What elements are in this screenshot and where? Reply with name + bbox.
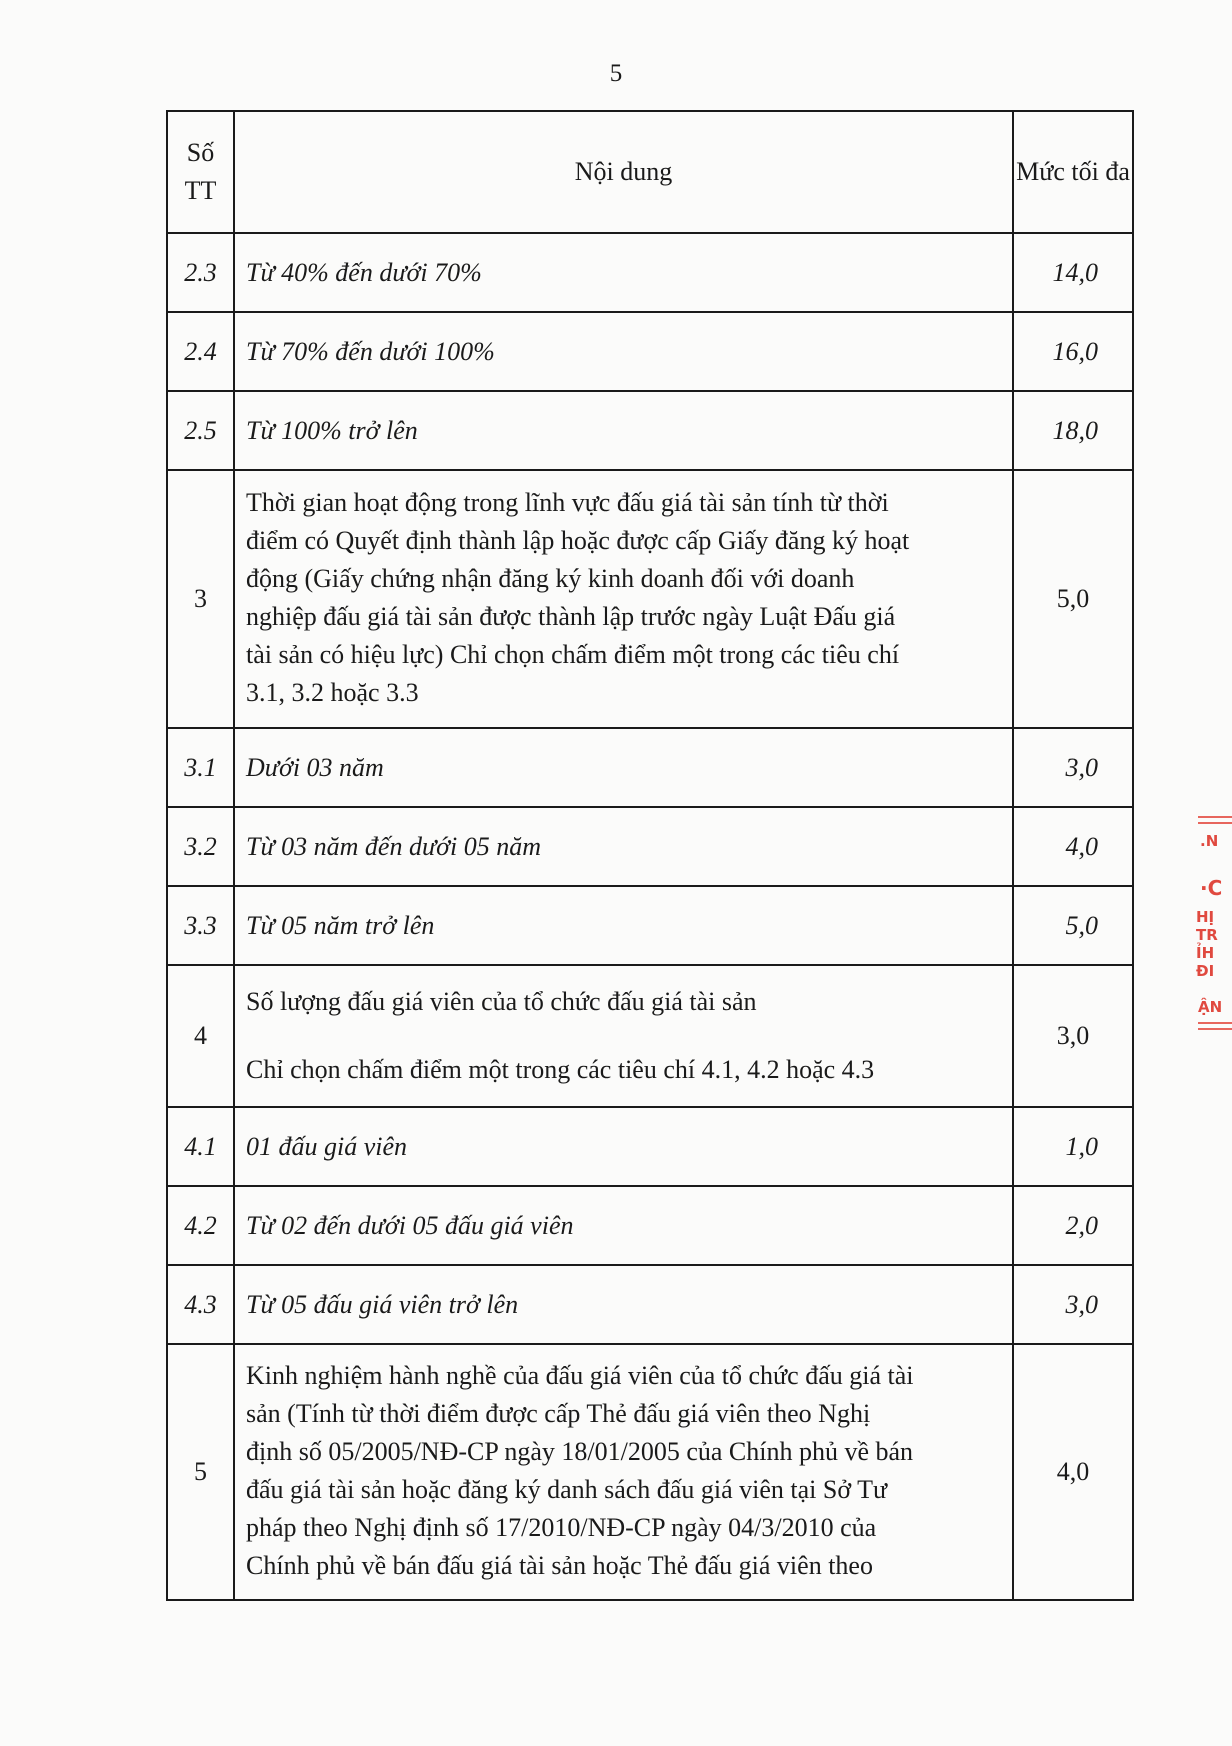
row-content: Dưới 03 năm <box>234 728 1013 807</box>
stamp-line <box>1198 822 1232 824</box>
stamp-text: HỊ TR <box>1196 908 1218 944</box>
page-number: 5 <box>609 60 623 87</box>
stamp-line <box>1198 1022 1232 1024</box>
row-max-score: 18,0 <box>1013 391 1133 470</box>
table-row <box>167 312 1133 391</box>
header-max: Mức tối đa <box>1013 111 1133 233</box>
row-max-score: 4,0 <box>1013 807 1133 886</box>
table-header-row <box>167 111 1133 233</box>
table-row <box>167 1107 1133 1186</box>
row-content: Từ 02 đến dưới 05 đấu giá viên <box>234 1186 1013 1265</box>
row-content: Từ 05 đấu giá viên trở lên <box>234 1265 1013 1344</box>
row-content <box>234 470 1013 728</box>
content-line: Chỉ chọn chấm điểm một trong các tiêu chí 4.1, 4.2 hoặc 4.3 <box>246 1055 875 1084</box>
stamp-line <box>1198 1028 1232 1030</box>
header-no: Số TT <box>167 111 234 233</box>
row-content: Từ 40% đến dưới 70% <box>234 233 1013 312</box>
row-max-score: 5,0 <box>1013 470 1133 728</box>
content-line: Kinh nghiệm hành nghề của đấu giá viên của tổ chức đấu giá tài <box>246 1361 914 1390</box>
header-content: Nội dung <box>234 111 1013 233</box>
row-number: 3.1 <box>167 728 234 807</box>
table-row <box>167 391 1133 470</box>
row-max-score: 2,0 <box>1013 1186 1133 1265</box>
row-number: 4.1 <box>167 1107 234 1186</box>
stamp-line <box>1198 816 1232 818</box>
content-line: pháp theo Nghị định số 17/2010/NĐ-CP ngày 04/3/2010 của <box>246 1513 877 1542</box>
content-line: điểm có Quyết định thành lập hoặc được cấp Giấy đăng ký hoạt <box>246 526 910 555</box>
row-max-score: 3,0 <box>1013 1265 1133 1344</box>
table-row <box>167 965 1133 1107</box>
row-number: 3 <box>167 470 234 728</box>
table-row <box>167 886 1133 965</box>
row-content <box>234 965 1013 1107</box>
content-line: đấu giá tài sản hoặc đăng ký danh sách đấu giá viên tại Sở Tư <box>246 1475 888 1504</box>
table-row <box>167 807 1133 886</box>
row-number: 5 <box>167 1344 234 1600</box>
content-line: Chính phủ về bán đấu giá tài sản hoặc Thẻ đấu giá viên theo <box>246 1551 873 1580</box>
table-row <box>167 728 1133 807</box>
content-line: tài sản có hiệu lực) Chỉ chọn chấm điểm một trong các tiêu chí <box>246 640 900 669</box>
row-number: 2.4 <box>167 312 234 391</box>
row-max-score: 4,0 <box>1013 1344 1133 1600</box>
row-number: 2.3 <box>167 233 234 312</box>
row-max-score: 5,0 <box>1013 886 1133 965</box>
row-content: Từ 70% đến dưới 100% <box>234 312 1013 391</box>
line-gap <box>246 1021 1002 1051</box>
row-max-score: 1,0 <box>1013 1107 1133 1186</box>
stamp-text: .N <box>1200 832 1219 850</box>
content-line: 3.1, 3.2 hoặc 3.3 <box>246 678 419 707</box>
row-max-score: 16,0 <box>1013 312 1133 391</box>
content-line: Thời gian hoạt động trong lĩnh vực đấu giá tài sản tính từ thời <box>246 488 889 517</box>
stamp-text: ẬN <box>1198 998 1223 1016</box>
scoring-criteria-table <box>166 110 1134 1601</box>
row-content: Từ 05 năm trở lên <box>234 886 1013 965</box>
table-row <box>167 470 1133 728</box>
table-row <box>167 1186 1133 1265</box>
row-number: 3.2 <box>167 807 234 886</box>
row-content: Từ 03 năm đến dưới 05 năm <box>234 807 1013 886</box>
content-line: định số 05/2005/NĐ-CP ngày 18/01/2005 của Chính phủ về bán <box>246 1437 914 1466</box>
row-number: 4 <box>167 965 234 1107</box>
row-number: 4.3 <box>167 1265 234 1344</box>
row-max-score: 3,0 <box>1013 728 1133 807</box>
table-row <box>167 1344 1133 1600</box>
row-max-score: 3,0 <box>1013 965 1133 1107</box>
red-seal-stamp-fragment <box>1192 806 1232 1038</box>
row-content: Từ 100% trở lên <box>234 391 1013 470</box>
stamp-text: ·C <box>1200 876 1223 900</box>
content-line: động (Giấy chứng nhận đăng ký kinh doanh đối với doanh <box>246 564 855 593</box>
stamp-text: ỈH ĐI <box>1196 944 1215 980</box>
row-number: 2.5 <box>167 391 234 470</box>
content-line: sản (Tính từ thời điểm được cấp Thẻ đấu giá viên theo Nghị <box>246 1399 871 1428</box>
content-line: nghiệp đấu giá tài sản được thành lập trước ngày Luật Đấu giá <box>246 602 896 631</box>
table-row <box>167 233 1133 312</box>
content-line: Số lượng đấu giá viên của tổ chức đấu giá tài sản <box>246 987 757 1016</box>
row-max-score: 14,0 <box>1013 233 1133 312</box>
row-number: 3.3 <box>167 886 234 965</box>
row-number: 4.2 <box>167 1186 234 1265</box>
row-content: 01 đấu giá viên <box>234 1107 1013 1186</box>
table-row <box>167 1265 1133 1344</box>
row-content <box>234 1344 1013 1600</box>
